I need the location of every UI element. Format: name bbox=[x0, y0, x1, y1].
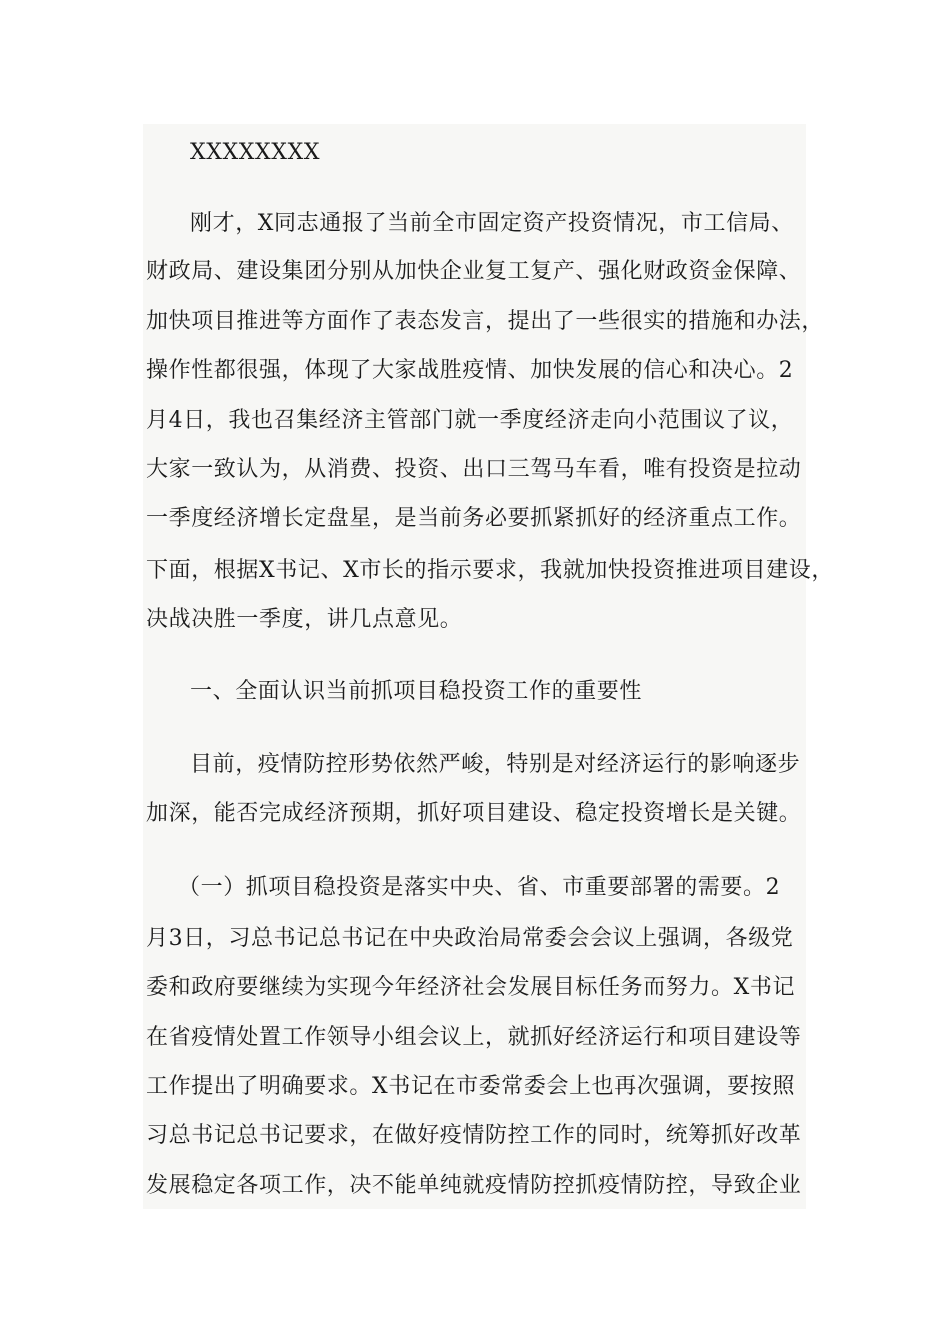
paragraph-1-line-5: 月4日，我也召集经济主管部门就一季度经济走向小范围议了议， bbox=[146, 408, 794, 433]
paragraph-1-line-1: 刚才，X同志通报了当前全市固定资产投资情况，市工信局、 bbox=[190, 211, 794, 236]
document-header: XXXXXXXX bbox=[190, 140, 321, 165]
paragraph-1-line-4: 操作性都很强，体现了大家战胜疫情、加快发展的信心和决心。2 bbox=[146, 358, 794, 383]
paragraph-3-line-4: 在省疫情处置工作领导小组会议上，就抓好经济运行和项目建设等 bbox=[146, 1025, 802, 1050]
paragraph-3-line-1: （一）抓项目稳投资是落实中央、省、市重要部署的需要。2 bbox=[178, 875, 781, 900]
paragraph-3-line-6: 习总书记总书记要求，在做好疫情防控工作的同时，统筹抓好改革 bbox=[146, 1123, 802, 1148]
paragraph-1-line-2: 财政局、建设集团分别从加快企业复工复产、强化财政资金保障、 bbox=[146, 259, 802, 284]
paragraph-3-line-2: 月3日，习总书记总书记在中央政治局常委会会议上强调，各级党 bbox=[146, 926, 794, 951]
paragraph-3-line-7: 发展稳定各项工作，决不能单纯就疫情防控抓疫情防控，导致企业 bbox=[146, 1173, 802, 1198]
paragraph-2-line-2: 加深，能否完成经济预期，抓好项目建设、稳定投资增长是关键。 bbox=[146, 801, 802, 826]
paragraph-2-line-1: 目前，疫情防控形势依然严峻，特别是对经济运行的影响逐步 bbox=[190, 752, 801, 777]
section-heading: 一、全面认识当前抓项目稳投资工作的重要性 bbox=[190, 679, 643, 704]
paragraph-1-line-6: 大家一致认为，从消费、投资、出口三驾马车看，唯有投资是拉动 bbox=[146, 457, 802, 482]
paragraph-1-line-7: 一季度经济增长定盘星，是当前务必要抓紧抓好的经济重点工作。 bbox=[146, 506, 802, 531]
paragraph-3-line-3: 委和政府要继续为实现今年经济社会发展目标任务而努力。X书记 bbox=[146, 975, 796, 1000]
paragraph-3-line-5: 工作提出了明确要求。X书记在市委常委会上也再次强调，要按照 bbox=[146, 1074, 796, 1099]
paragraph-1-line-3: 加快项目推进等方面作了表态发言，提出了一些很实的措施和办法， bbox=[146, 309, 825, 334]
paragraph-1-line-8: 下面，根据X书记、X市长的指示要求，我就加快投资推进项目建设， bbox=[146, 558, 834, 583]
paragraph-1-line-9: 决战决胜一季度，讲几点意见。 bbox=[146, 607, 463, 632]
